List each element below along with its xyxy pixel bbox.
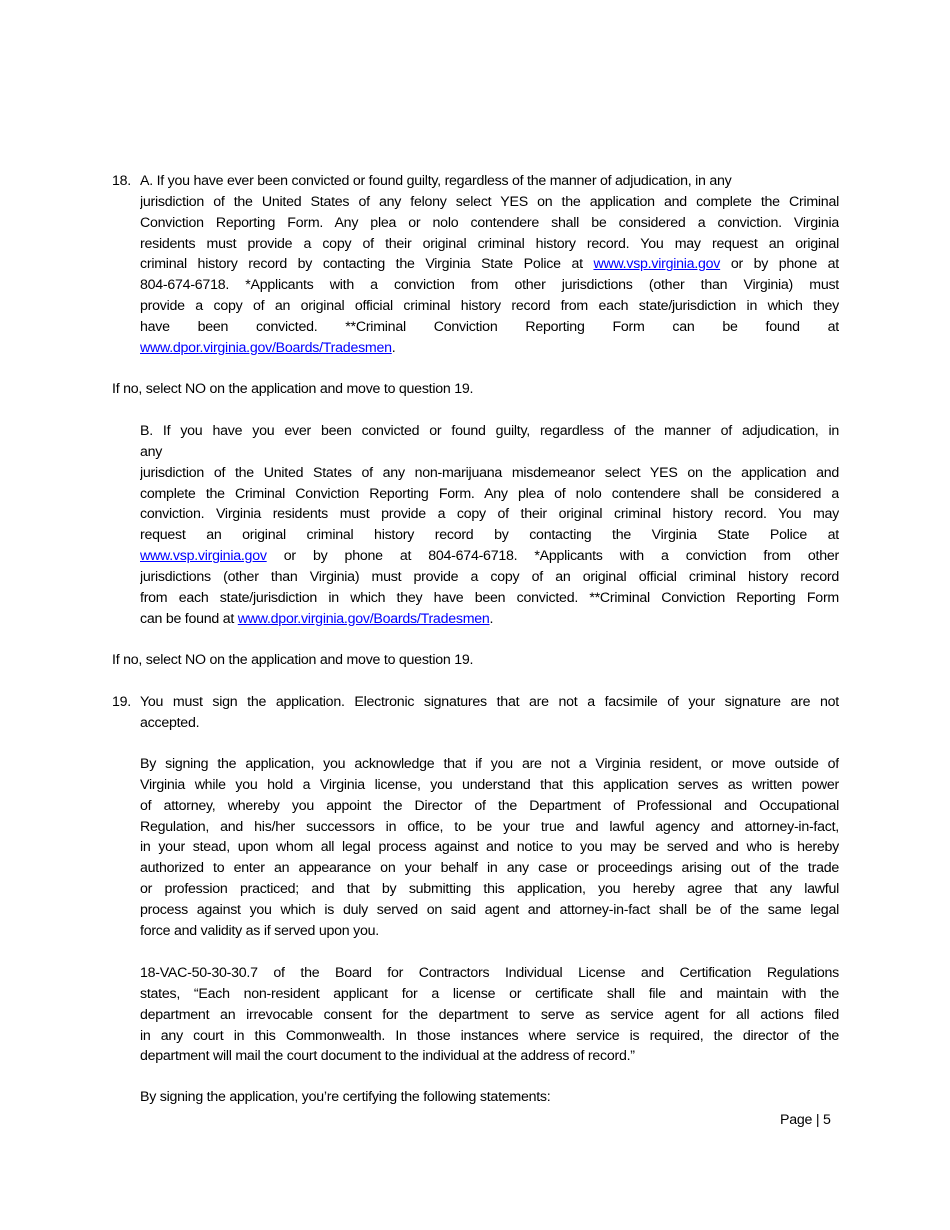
text-line xyxy=(140,713,839,734)
text-segment: You must sign the application. Electronic signatures that are not a facsimile of your signature are not xyxy=(140,694,839,710)
text-line xyxy=(140,171,839,192)
text-line xyxy=(140,588,839,609)
paragraph-q19 xyxy=(112,692,839,734)
text-segment: have been convicted. **Criminal Conviction Reporting Form can be found at xyxy=(140,318,839,335)
text-line xyxy=(140,858,839,879)
text-line xyxy=(140,192,839,213)
text-segment: residents must provide a copy of their original criminal history record. You may request an original xyxy=(140,235,839,252)
text-line xyxy=(140,421,839,442)
text-segment: If no, select NO on the application and move to question 19. xyxy=(112,381,474,397)
paragraph-power-of-attorney xyxy=(140,754,839,942)
text-segment: any xyxy=(140,443,163,460)
text-segment: or profession practiced; and that by submitting this application, you hereby agree that any lawful xyxy=(140,881,839,898)
text-segment: jurisdictions (other than Virginia) must provide a copy of an original official criminal history record xyxy=(140,568,839,585)
text-segment: jurisdiction of the United States of any felony select YES on the application and complete the Criminal xyxy=(140,193,839,210)
text-line xyxy=(140,525,839,546)
text-line xyxy=(112,379,839,400)
text-line xyxy=(140,254,839,275)
text-line xyxy=(140,1046,839,1067)
text-line xyxy=(140,338,839,359)
text-segment: . xyxy=(391,339,396,356)
text-segment: By signing the application, you acknowledge that if you are not a Virginia resident, or move outside of xyxy=(140,756,839,772)
text-line xyxy=(140,1087,839,1108)
text-segment: If no, select NO on the application and move to question 19. xyxy=(112,652,474,668)
text-segment: department will mail the court document to the individual at the address of record.” xyxy=(140,1048,635,1065)
text-line xyxy=(140,546,839,567)
hyperlink[interactable]: www.dpor.virginia.gov/Boards/Tradesmen xyxy=(140,339,392,356)
paragraph-if-no-2 xyxy=(112,650,839,671)
text-segment: department an irrevocable consent for the department to serve as service agent for all actions filed xyxy=(140,1006,839,1023)
text-segment: complete the Criminal Conviction Reporting Form. Any plea of nolo contendere shall be considered a xyxy=(140,485,839,502)
text-line xyxy=(140,921,839,942)
text-segment: in your stead, upon whom all legal process against and notice to you may be served and who is hereby xyxy=(140,839,839,856)
text-segment: can be found at xyxy=(140,610,238,627)
list-number: 18. xyxy=(112,173,131,189)
text-line xyxy=(140,837,839,858)
list-number: 19. xyxy=(112,694,131,710)
text-segment: authorized to enter an appearance on your behalf in any case or proceedings arising out of the trade xyxy=(140,860,839,877)
text-segment: Virginia while you hold a Virginia license, you understand that this application serves as written power xyxy=(140,776,839,793)
text-line xyxy=(140,775,839,796)
text-line xyxy=(140,692,839,713)
paragraph-certifying xyxy=(140,1087,839,1108)
text-line xyxy=(140,484,839,505)
text-segment: jurisdiction of the United States of any non-marijuana misdemeanor select YES on the application and xyxy=(140,464,839,481)
hyperlink[interactable]: www.vsp.virginia.gov xyxy=(140,548,267,565)
text-segment: provide a copy of an original official criminal history record from each state/jurisdiction in which they xyxy=(140,298,839,315)
text-line xyxy=(140,567,839,588)
text-line xyxy=(140,984,839,1005)
text-segment: from each state/jurisdiction in which they have been convicted. **Criminal Conviction Reporting Form xyxy=(140,589,839,606)
paragraph-regulation xyxy=(140,963,839,1067)
text-segment: Regulation, and his/her successors in office, to be your true and lawful agency and attorney-in-fact, xyxy=(140,818,839,835)
text-line xyxy=(140,442,839,463)
text-segment: Conviction Reporting Form. Any plea or nolo contendere shall be considered a conviction. Virginia xyxy=(140,214,839,231)
text-line xyxy=(140,963,839,984)
text-segment: in any court in this Commonwealth. In those instances where service is required, the director of the xyxy=(140,1027,839,1044)
text-line xyxy=(140,296,839,317)
text-segment: request an original criminal history record by contacting the Virginia State Police at xyxy=(140,527,839,544)
text-line xyxy=(140,275,839,296)
text-segment: process against you which is duly served on said agent and attorney-in-fact shall be of the same legal xyxy=(140,901,839,918)
text-line xyxy=(140,796,839,817)
text-segment: . xyxy=(489,610,494,627)
text-segment: 804-674-6718. *Applicants with a conviction from other jurisdictions (other than Virginia) must xyxy=(140,277,839,294)
paragraph-q18b xyxy=(140,421,839,629)
page-number: Page | 5 xyxy=(780,1112,831,1128)
paragraph-q18a xyxy=(112,171,839,359)
text-segment: or by phone at 804-674-6718. *Applicants with a conviction from other xyxy=(266,548,839,565)
text-line xyxy=(140,879,839,900)
text-segment: states, “Each non-resident applicant for a license or certificate shall file and maintain with the xyxy=(140,985,839,1002)
text-line xyxy=(112,650,839,671)
text-line xyxy=(140,213,839,234)
text-line xyxy=(140,463,839,484)
text-segment: conviction. Virginia residents must provide a copy of their original criminal history record. You may xyxy=(140,506,839,523)
text-segment: or by phone at xyxy=(720,256,839,273)
text-line xyxy=(140,234,839,255)
text-segment: accepted. xyxy=(140,714,200,731)
hyperlink[interactable]: www.dpor.virginia.gov/Boards/Tradesmen xyxy=(237,610,490,627)
text-segment: criminal history record by contacting the Virginia State Police at xyxy=(140,256,594,273)
text-line xyxy=(140,317,839,338)
text-line xyxy=(140,817,839,838)
text-line xyxy=(140,1026,839,1047)
text-segment: B. If you have you ever been convicted or found guilty, regardless of the manner of adjudication, in xyxy=(140,423,839,439)
text-line xyxy=(140,609,839,630)
text-segment: A. If you have ever been convicted or found guilty, regardless of the manner of adjudication, in any xyxy=(140,173,732,189)
text-segment: By signing the application, you’re certifying the following statements: xyxy=(140,1089,551,1105)
text-line xyxy=(140,504,839,525)
text-segment: of attorney, whereby you appoint the Director of the Department of Professional and Occupational xyxy=(140,797,839,814)
hyperlink[interactable]: www.vsp.virginia.gov xyxy=(593,256,721,273)
text-line xyxy=(140,1005,839,1026)
text-line xyxy=(140,900,839,921)
text-line xyxy=(140,754,839,775)
text-segment: force and validity as if served upon you. xyxy=(140,922,379,939)
paragraph-if-no-1 xyxy=(112,379,839,400)
text-segment: 18-VAC-50-30-30.7 of the Board for Contractors Individual License and Certification Regulations xyxy=(140,965,839,981)
